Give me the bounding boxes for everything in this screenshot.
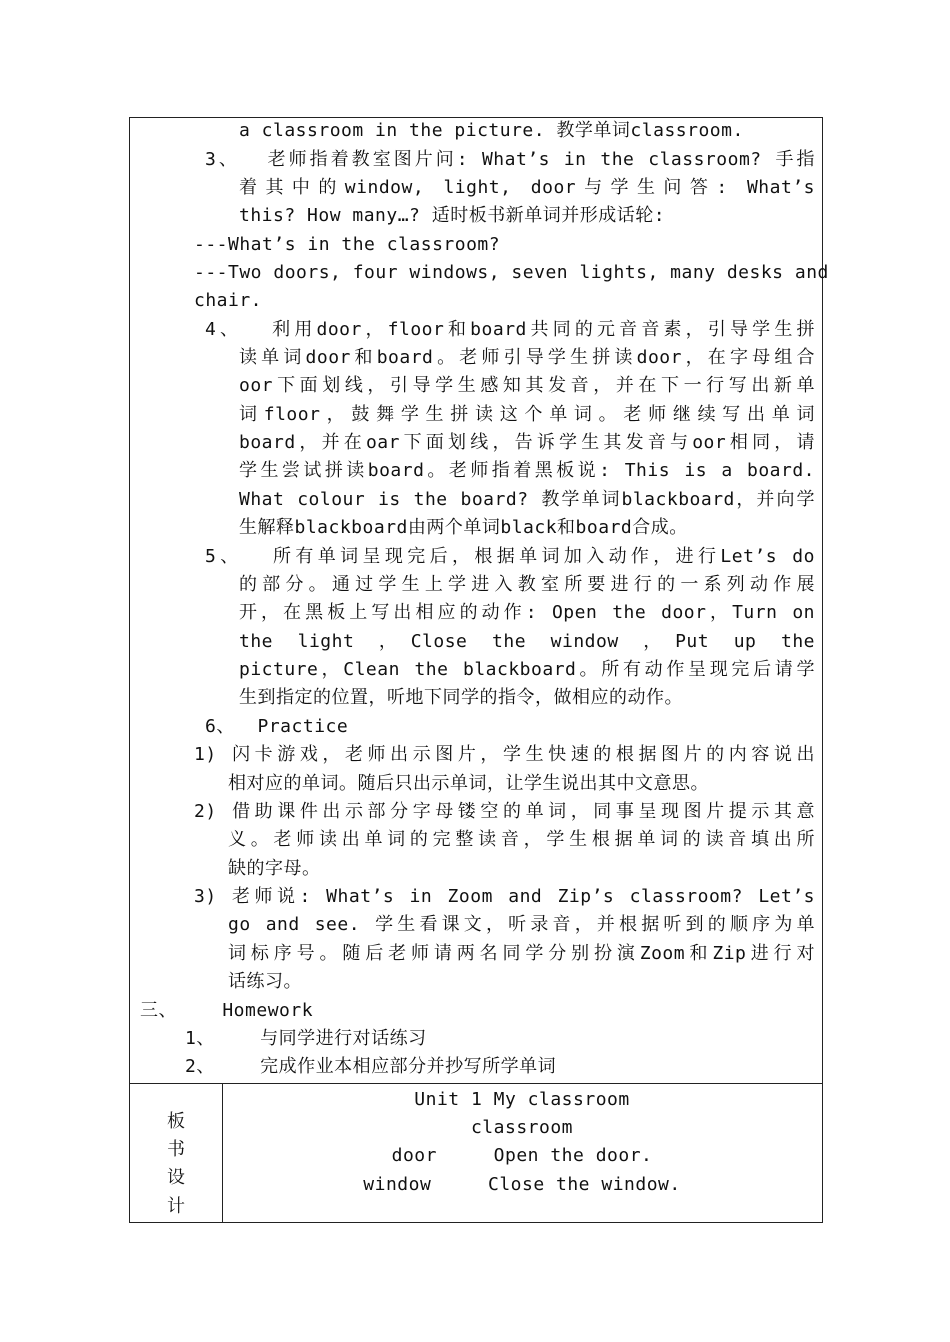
text-line: 生解释blackboard由两个单词black和board合成。: [239, 517, 688, 538]
text-line: 开，在黑板上写出相应的动作: Open the door，Turn on: [239, 602, 815, 623]
homework-item-1: 1、 与同学进行对话练习: [185, 1028, 427, 1049]
text-line: 缺的字母。: [228, 858, 321, 879]
text-line: 读单词door和board。老师引导学生拼读door，在字母组合: [239, 347, 815, 368]
text-line: board，并在oar下面划线，告诉学生其发音与oor相同，请: [239, 432, 815, 453]
text-line: chair.: [194, 290, 263, 311]
dialogue-line: ---Two doors, four windows, seven lights, many desks and: [194, 262, 829, 283]
label-char: 设: [167, 1167, 185, 1188]
step-3-line: 3、 老师指着教室图片问: What’s in the classroom? 手指: [205, 149, 815, 170]
step-4-line: 4、 利用door，floor和board共同的元音音素，引导学生拼: [205, 319, 815, 340]
practice-item-1: 1) 闪卡游戏，老师出示图片，学生快速的根据图片的内容说出: [194, 744, 815, 765]
step-6-heading: 6、 Practice: [205, 716, 349, 737]
board-line: window Close the window.: [363, 1174, 681, 1195]
board-line: classroom: [470, 1117, 574, 1138]
text-line: this? How many…? 适时板书新单词并形成话轮:: [239, 205, 666, 226]
text-line: 话练习。: [228, 971, 302, 992]
text-line: go and see. 学生看课文，听录音，并根据听到的顺序为单: [228, 914, 815, 935]
dialogue-line: ---What’s in the classroom?: [194, 234, 501, 255]
board-title: Unit 1 My classroom: [414, 1089, 630, 1110]
text-line: the light ，Close the window ，Put up the: [239, 631, 815, 652]
text-line: 义。老师读出单词的完整读音，学生根据单词的读音填出所: [228, 829, 815, 850]
board-line: door Open the door.: [391, 1145, 653, 1166]
step-5-line: 5、 所有单词呈现完后，根据单词加入动作，进行Let’s do: [205, 546, 815, 567]
practice-item-3: 3) 老师说: What’s in Zoom and Zip’s classroom? Let’s: [194, 886, 815, 907]
text-line: 词floor，鼓舞学生拼读这个单词。老师继续写出单词: [239, 404, 815, 425]
homework-heading: 三、 Homework: [140, 1000, 314, 1021]
label-char: 板: [167, 1111, 185, 1132]
board-design-label: [130, 1084, 223, 1222]
text-line: 的部分。通过学生上学进入教室所要进行的一系列动作展: [239, 574, 815, 595]
text-line: 生到指定的位置，听地下同学的指令，做相应的动作。: [239, 687, 683, 708]
board-design-row: [130, 1083, 822, 1222]
label-char: 计: [167, 1196, 185, 1217]
text-line: a classroom in the picture. 教学单词classroom.: [239, 120, 744, 141]
text-line: 词标序号。随后老师请两名同学分别扮演Zoom和Zip进行对: [228, 943, 815, 964]
text-line: 着其中的window, light, door与学生问答: What’s: [239, 177, 815, 198]
text-line: 相对应的单词。随后只出示单词，让学生说出其中文意思。: [228, 773, 709, 794]
label-char: 书: [167, 1139, 185, 1160]
text-line: picture，Clean the blackboard。所有动作呈现完后请学: [239, 659, 815, 680]
practice-item-2: 2) 借助课件出示部分字母镂空的单词，同事呈现图片提示其意: [194, 801, 815, 822]
text-line: What colour is the board? 教学单词blackboard，并向学: [239, 489, 815, 510]
text-line: 学生尝试拼读board。老师指着黑板说: This is a board.: [239, 460, 815, 481]
lesson-plan-table: [129, 117, 829, 1223]
homework-item-2: 2、 完成作业本相应部分并抄写所学单词: [185, 1056, 557, 1077]
text-line: oor下面划线，引导学生感知其发音，并在下一行写出新单: [239, 375, 815, 396]
